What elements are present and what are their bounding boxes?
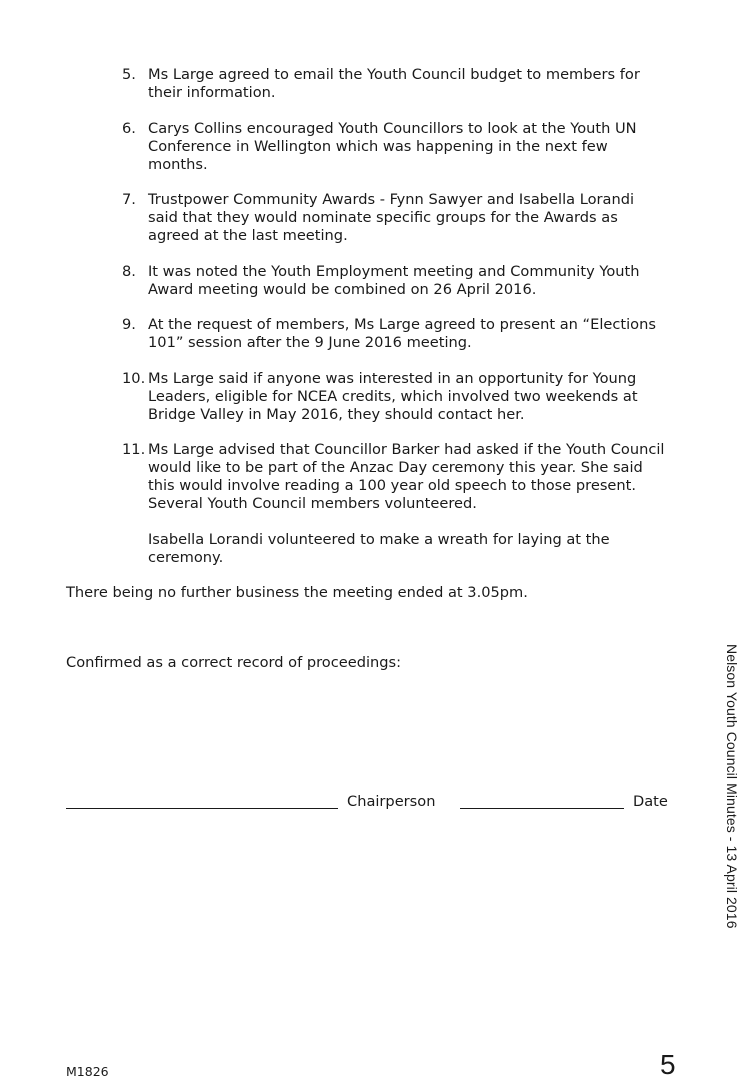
- list-item: [122, 120, 702, 174]
- chairperson-label: Chairperson: [347, 793, 436, 810]
- item-text: Ms Large said if anyone was interested in an opportunity for Young Leaders, eligible for NCEA credits, which involved two weekends at Bridge Valley in May 2016, they should contact her.: [148, 370, 638, 423]
- item-text: Carys Collins encouraged Youth Councillors to look at the Youth UN Conference in Wellington which was happening in the next few months.: [148, 120, 637, 173]
- date-signature-line: [460, 808, 624, 809]
- item-number: 8.: [122, 263, 136, 280]
- item-text: Ms Large advised that Councillor Barker had asked if the Youth Council would like to be part of the Anzac Day ceremony this year. She said this would involve reading a 100 year old speech to those present. Several Youth Council members volunteered.: [148, 441, 665, 512]
- confirmation-text: Confirmed as a correct record of proceedings:: [66, 654, 402, 671]
- list-item: [122, 263, 702, 299]
- item-text: At the request of members, Ms Large agreed to present an “Elections 101” session after the 9 June 2016 meeting.: [148, 316, 656, 351]
- closing-statement: There being no further business the meeting ended at 3.05pm.: [66, 584, 528, 601]
- item-number: 7.: [122, 191, 136, 208]
- item-number: 9.: [122, 316, 136, 333]
- item-followup-paragraph: Isabella Lorandi volunteered to make a wreath for laying at the ceremony.: [148, 531, 610, 566]
- list-item: [122, 370, 702, 424]
- item-text: Trustpower Community Awards - Fynn Sawyer and Isabella Lorandi said that they would nominate specific groups for the Awards as agreed at the last meeting.: [148, 191, 635, 244]
- item-number: 6.: [122, 120, 136, 137]
- list-item: [122, 316, 702, 352]
- document-side-note: Nelson Youth Council Minutes - 13 April 2016: [724, 644, 740, 929]
- item-number: 10.: [122, 370, 146, 387]
- list-item: [122, 66, 702, 102]
- page-number: 5: [660, 1049, 676, 1080]
- item-number: 11.: [122, 441, 146, 458]
- item-number: 5.: [122, 66, 136, 83]
- date-label: Date: [633, 793, 668, 810]
- list-item: [122, 441, 702, 513]
- item-text: It was noted the Youth Employment meeting and Community Youth Award meeting would be combined on 26 April 2016.: [148, 263, 640, 298]
- document-reference: M1826: [66, 1064, 109, 1079]
- chairperson-signature-line: [66, 808, 338, 809]
- item-text: Ms Large agreed to email the Youth Council budget to members for their information.: [148, 66, 640, 101]
- list-item: [122, 191, 702, 245]
